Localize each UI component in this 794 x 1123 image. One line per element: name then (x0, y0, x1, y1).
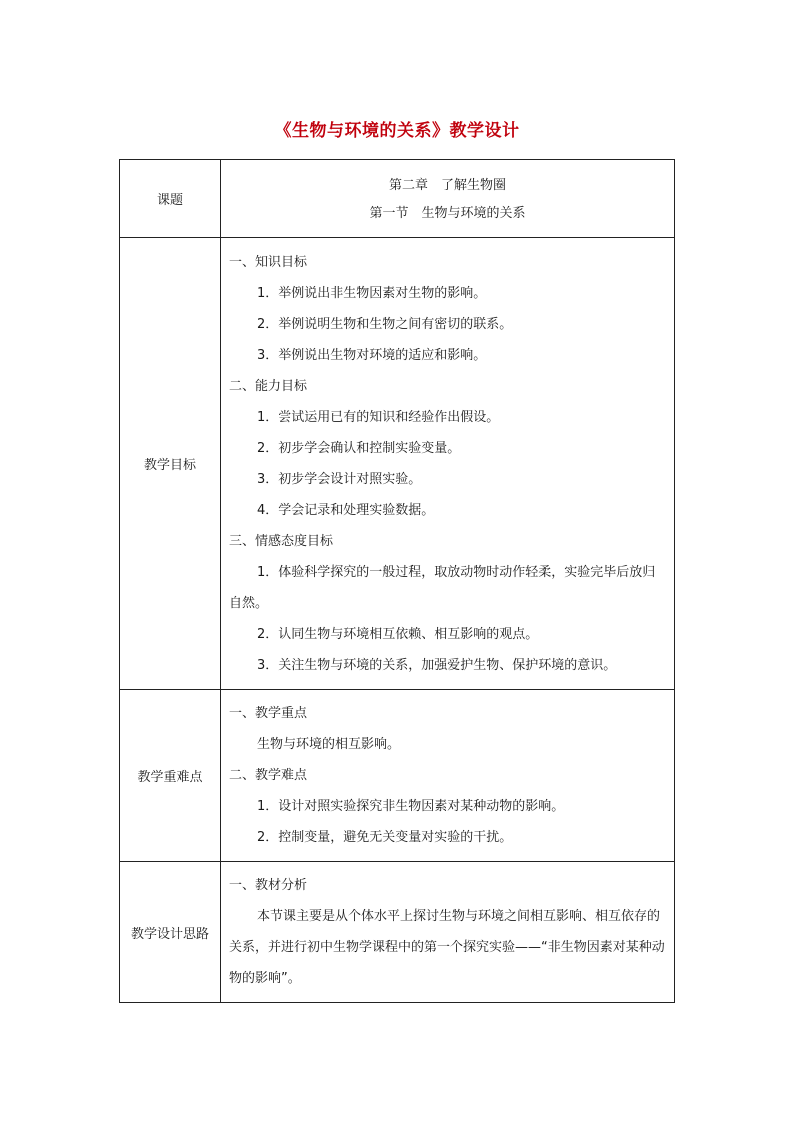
attitude-goals-heading: 三、情感态度目标 (229, 533, 334, 549)
goals-label: 教学目标 (120, 238, 221, 690)
goal-item: 1．尝试运用已有的知识和经验作出假设。 (257, 409, 500, 425)
design-content (221, 862, 675, 1003)
material-analysis-heading: 一、教材分析 (229, 878, 308, 893)
goal-item: 2．认同生物与环境相互依赖、相互影响的观点。 (257, 626, 539, 642)
lesson-plan-table (119, 159, 675, 1003)
goal-item: 3．关注生物与环境的关系，加强爱护生物、保护环境的意识。 (257, 657, 617, 673)
section-line: 第一节 生物与环境的关系 (369, 205, 526, 221)
design-row (120, 862, 675, 1003)
ability-goals-heading: 二、能力目标 (229, 378, 308, 394)
topic-content (221, 160, 675, 238)
goal-item: 2．举例说明生物和生物之间有密切的联系。 (257, 316, 513, 332)
key-points-content (221, 690, 675, 862)
key-points-label: 教学重难点 (120, 690, 221, 862)
topic-row (120, 160, 675, 238)
difficulty-item: 1．设计对照实验探究非生物因素对某种动物的影响。 (257, 799, 565, 814)
goals-content (221, 238, 675, 690)
focus-text: 生物与环境的相互影响。 (257, 737, 401, 752)
design-label: 教学设计思路 (120, 862, 221, 1003)
goals-row (120, 238, 675, 690)
focus-heading: 一、教学重点 (229, 706, 308, 721)
difficulty-item: 2．控制变量，避免无关变量对实验的干扰。 (257, 830, 513, 845)
goal-item: 3．初步学会设计对照实验。 (257, 471, 422, 487)
chapter-line: 第二章 了解生物圈 (388, 177, 506, 193)
goal-item: 3．举例说出生物对环境的适应和影响。 (257, 347, 487, 363)
goal-item: 1．体验科学探究的一般过程，取放动物时动作轻柔，实验完毕后放归自然。 (229, 564, 656, 611)
difficulty-heading: 二、教学难点 (229, 768, 308, 783)
key-points-row (120, 690, 675, 862)
document-title: 《生物与环境的关系》教学设计 (274, 121, 520, 141)
material-analysis-paragraph: 本节课主要是从个体水平上探讨生物与环境之间相互影响、相互依存的关系，并进行初中生物学课程中的第一个探究实验——“非生物因素对某种动物的影响”。 (229, 909, 665, 986)
goal-item: 4．学会记录和处理实验数据。 (257, 502, 435, 518)
goal-item: 2．初步学会确认和控制实验变量。 (257, 440, 461, 456)
topic-label: 课题 (120, 160, 221, 238)
goal-item: 1．举例说出非生物因素对生物的影响。 (257, 285, 487, 301)
knowledge-goals-heading: 一、知识目标 (229, 254, 308, 270)
